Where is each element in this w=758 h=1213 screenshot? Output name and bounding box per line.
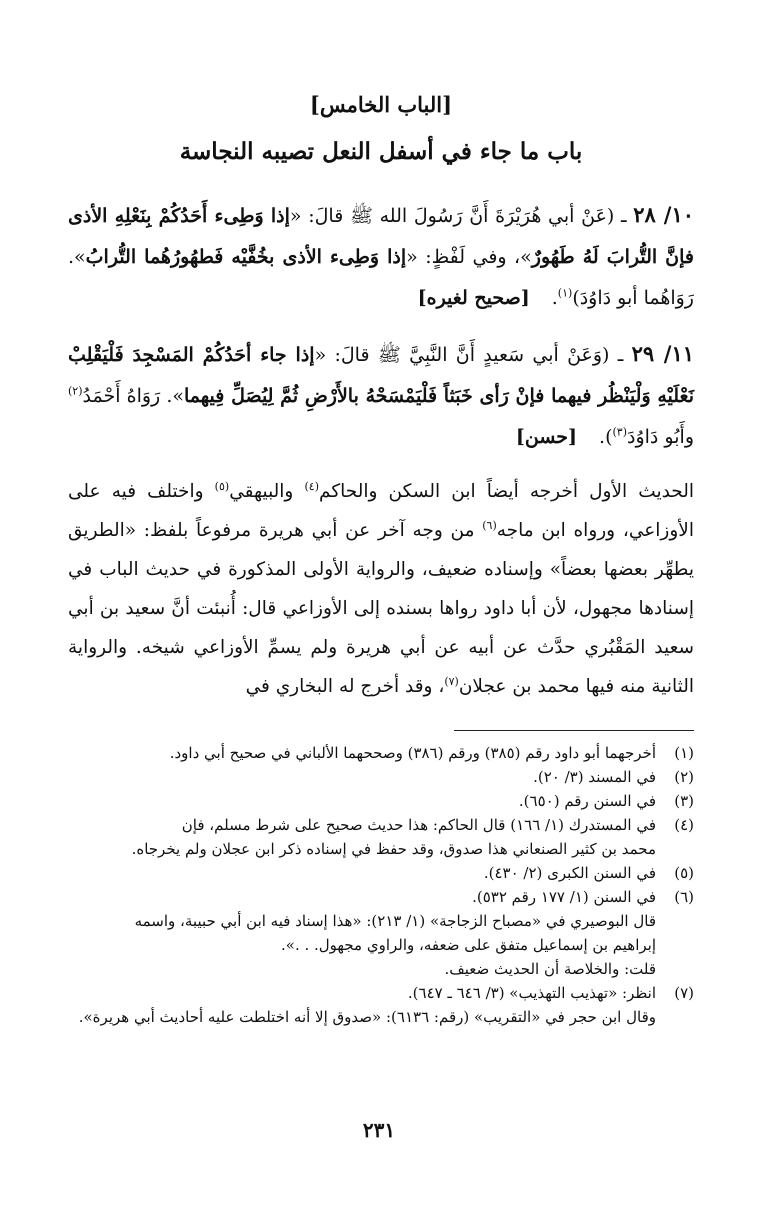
hadith-intro: (عَنْ أبي هُرَيْرَةَ أَنَّ رَسُولَ الله ﷺ قالَ: «: [289, 205, 615, 227]
footnote-line: انظر: «تهذيب التهذيب» (٣/ ٦٤٦ ـ ٦٤٧).: [407, 984, 656, 1002]
footnote-ref-6[interactable]: (٦): [482, 518, 497, 532]
footnote: [68, 789, 694, 813]
footnote-number: (٧): [674, 984, 694, 1002]
footnote-number: (١): [674, 744, 694, 762]
hadith-text: »، وفي لَفْظٍ: «: [406, 246, 532, 268]
chapter-heading: [الباب الخامس]: [309, 92, 453, 117]
commentary-text: من وجه آخر عن أبي هريرة مرفوعاً بلفظ: «الطريق يطهِّر بعضها بعضاً» وإسناده ضعيف، والرواية الأولى المذكورة في حديث الباب في إسنادها مجهول، لأن أبا داود رواها بسنده إلى الأوزاعي قال: أُنبئت أنَّ سعيد بن أبي سعيد المَقْبُري حدَّث عن أبيه عن أبي هريرة ولم يسمِّ الأوزاعي شيخه. والرواية الثانية منه فيها محمد بن عجلان: [68, 520, 694, 697]
commentary-text: واختلف فيه على الأوزاعي، ورواه ابن ماجه: [68, 481, 694, 541]
footnote: [68, 981, 694, 1029]
footnote-line: في السنن الكبرى (٢/ ٤٣٠).: [483, 864, 656, 882]
hadith-28: [68, 194, 694, 319]
hadith-grade: [حسن]: [515, 426, 578, 448]
footnote-line: في السنن (١/ ١٧٧ رقم ٥٣٢).: [472, 888, 656, 906]
hadith-29: [68, 333, 694, 458]
footnote-ref-1[interactable]: (١): [557, 286, 573, 300]
dash: ـ: [609, 344, 632, 366]
hadith-text: ». رَوَاهُ أَحْمَدُ: [82, 385, 185, 407]
footnote-number: (٣): [674, 792, 694, 810]
chapter-title: باب ما جاء في أسفل النعل تصيبه النجاسة: [179, 138, 583, 165]
footnote-line: أخرجهما أبو داود رقم (٣٨٥) ورقم (٣٨٦) وصححهما الألباني في صحيح أبي داود.: [169, 744, 656, 762]
footnote-number: (٢): [674, 768, 694, 786]
footnote-line: وقال ابن حجر في «التقريب» (رقم: ٦١٣٦): «صدوق إلا أنه اختلطت عليه أحاديث أبي هريرة».: [78, 1008, 656, 1026]
hadith-matn-alt: إذا وَطِىء الأذى بخُفَّيْه فَطهُورُهُما التُّرابُ: [85, 246, 407, 268]
hadith-grade: [صحيح لغيره]: [417, 287, 530, 309]
hadith-number: ١١/ ٢٩: [631, 341, 694, 366]
hadith-matn: إذا جاء أحَدُكُمْ المَسْجِدَ فَلْيَقْلِبْ نَعْلَيْهِ وَلْيَنْظُر فيهما فإنْ رَأى خَبَثاً فَلْيَمْسَحْهُ بالأَرْضِ ثُمَّ لِيُصَلِّ فِيهما: [68, 344, 694, 407]
footnote: [68, 885, 694, 981]
footnote-ref-5[interactable]: (٥): [214, 479, 230, 493]
footnote-line: إبراهيم بن إسماعيل متفق على ضعفه، والراوي مجهول. . .».: [281, 936, 656, 954]
footnote-divider: [454, 730, 694, 731]
hadith-text: .: [551, 287, 558, 309]
hadith-intro: (وَعَنْ أبي سَعيدٍ أَنَّ النَّبِيَّ ﷺ قالَ: «: [314, 344, 610, 366]
hadith-number: ١٠/ ٢٨: [633, 202, 694, 227]
footnote-number: (٦): [674, 888, 694, 906]
dash: ـ: [614, 205, 634, 227]
hadith-matn: إذا وَطِىء أَحَدُكُمْ بِنَعْلِهِ الأذى فإنَّ التُّرابَ لَهُ طَهُورٌ: [68, 205, 695, 268]
footnote: [68, 741, 694, 765]
footnote-ref-2[interactable]: (٢): [68, 384, 83, 398]
footnote-ref-7[interactable]: (٧): [444, 674, 459, 688]
footnote-number: (٤): [674, 816, 694, 834]
footnote-line: محمد بن كثير الصنعاني هذا صدوق، وقد حفظ في إسناده ذكر ابن عجلان ولم يخرجاه.: [131, 840, 656, 858]
footnote: [68, 765, 694, 789]
hadith-text: ).: [599, 426, 613, 448]
commentary: [68, 472, 694, 706]
commentary-text: ، وقد أخرج له البخاري في: [245, 676, 445, 697]
page-number: ٢٣١: [362, 1118, 396, 1142]
footnote-line: قلت: والخلاصة أن الحديث ضعيف.: [444, 960, 656, 978]
footnote-line: في السنن رقم (٦٥٠).: [518, 792, 656, 810]
commentary-text: الحديث الأول أخرجه أيضاً ابن السكن والحاكم: [319, 481, 695, 502]
footnote-line: في المسند (٣/ ٢٠).: [533, 768, 656, 786]
footnote-number: (٥): [674, 864, 694, 882]
footnote: [68, 813, 694, 861]
footnotes: [68, 741, 694, 1029]
commentary-text: والبيهقي: [229, 481, 305, 502]
book-page: [0, 88, 758, 1213]
hadith-text: وأَبُو دَاوُدَ: [627, 426, 694, 448]
hadith-text: ». رَوَاهُما أبو دَاوُدَ): [68, 246, 694, 309]
footnote-line: قال البوصيري في «مصباح الزجاجة» (١/ ٢١٣): «هذا إسناد فيه ابن أبي حبيبة، واسمه: [134, 912, 656, 930]
footnote-line: في المستدرك (١/ ١٦٦) قال الحاكم: هذا حديث صحيح على شرط مسلم، فإن: [181, 816, 656, 834]
footnote: [68, 861, 694, 885]
footnote-ref-4[interactable]: (٤): [304, 479, 320, 493]
footnote-ref-3[interactable]: (٣): [612, 425, 628, 439]
